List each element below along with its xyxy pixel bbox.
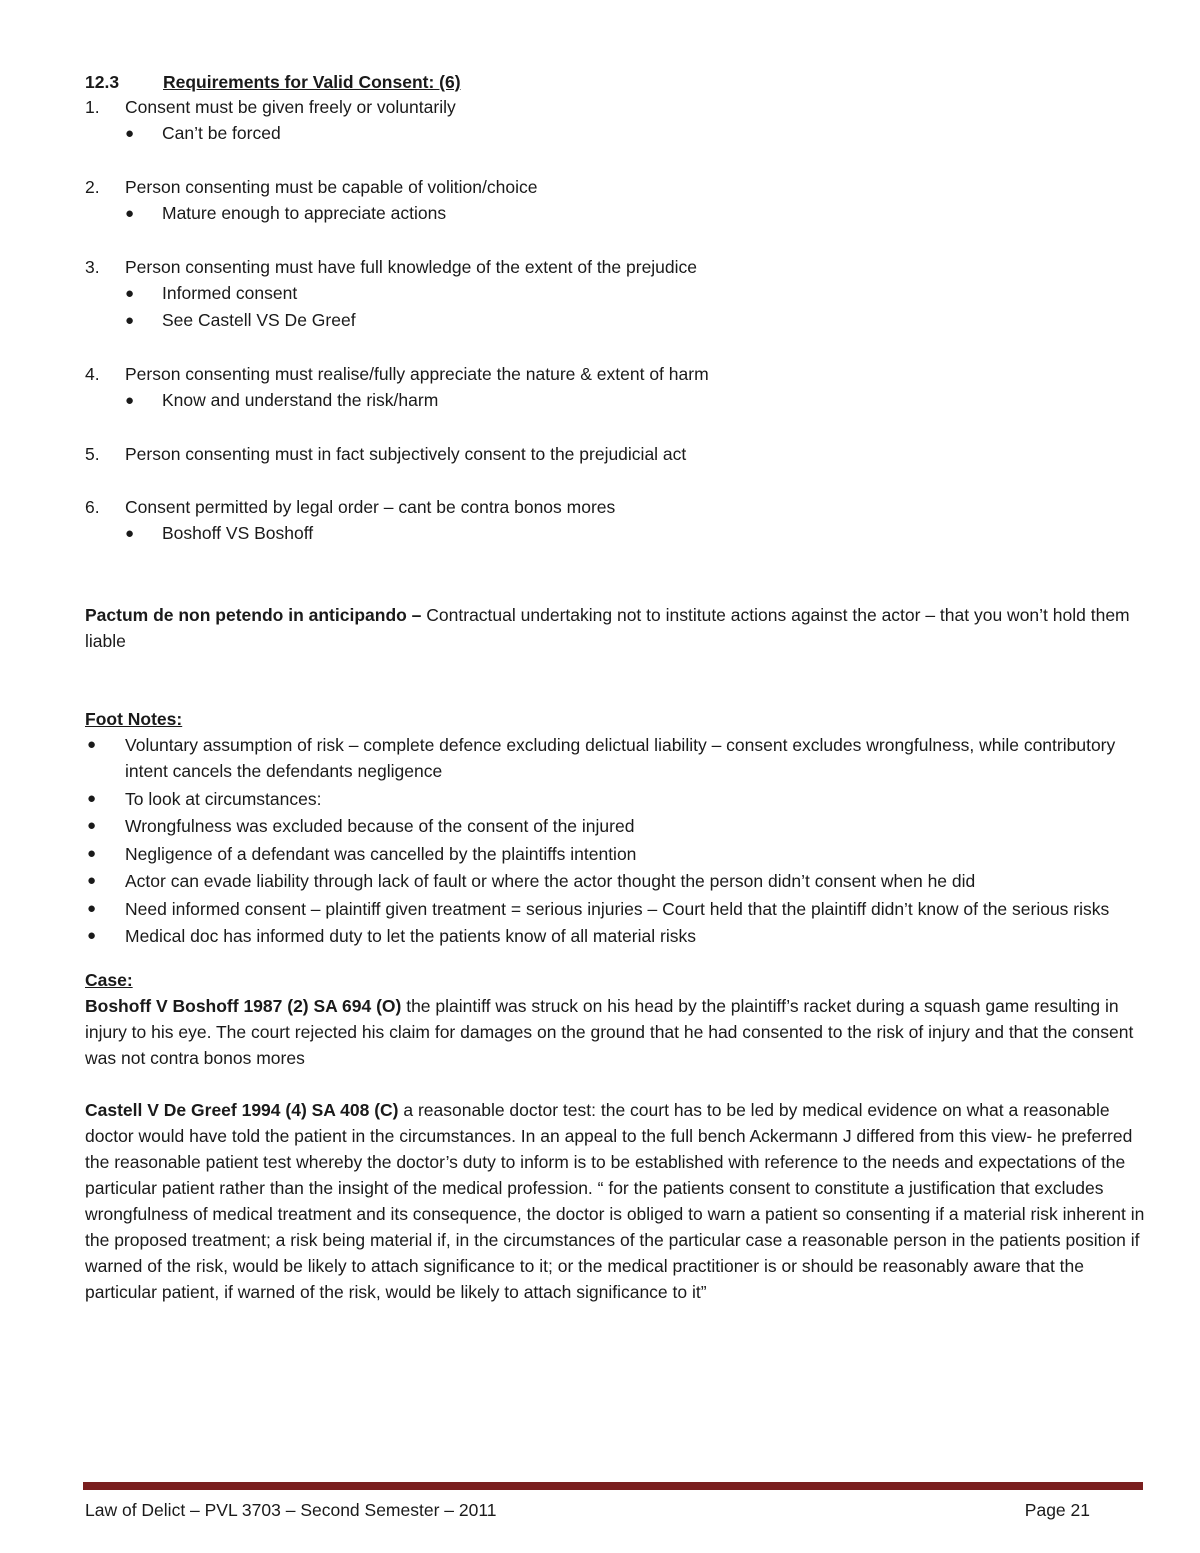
- requirement-number: 4.: [85, 364, 100, 384]
- requirement-text: Person consenting must have full knowledge of the extent of the prejudice: [125, 257, 698, 277]
- requirement-subpoint: [125, 387, 1145, 414]
- bullet-icon: ●: [125, 392, 135, 409]
- footer-course-info: Law of Delict – PVL 3703 – Second Semester – 2011: [85, 1500, 497, 1520]
- bullet-icon: ●: [87, 927, 97, 944]
- section-number: 12.3: [85, 72, 120, 92]
- bullet-icon: ●: [125, 125, 135, 142]
- footnote-item: [85, 732, 1145, 784]
- footnote-text: Negligence of a defendant was cancelled by the plaintiffs intention: [125, 843, 637, 864]
- footnote-item: [85, 923, 1145, 949]
- footnote-item: [85, 813, 1145, 839]
- bullet-icon: ●: [87, 789, 97, 807]
- case-citation: Boshoff V Boshoff 1987 (2) SA 694 (O): [85, 995, 402, 1016]
- requirement-subpoint: [125, 307, 1145, 334]
- pactum-term: Pactum de non petendo in anticipando –: [85, 605, 422, 625]
- subpoint-text: Know and understand the risk/harm: [162, 390, 439, 410]
- requirement-item: [85, 254, 1145, 280]
- requirement-subpoint: [125, 520, 1145, 547]
- bullet-icon: ●: [87, 736, 97, 753]
- requirement-item: [85, 494, 1145, 520]
- document-page: [85, 70, 1145, 1305]
- case-castell: [85, 1097, 1145, 1305]
- requirement-text: Person consenting must be capable of volition/choice: [125, 177, 538, 197]
- requirement-number: 3.: [85, 257, 100, 277]
- footnote-item: [85, 868, 1145, 894]
- bullet-icon: ●: [87, 817, 97, 834]
- requirement-number: 2.: [85, 177, 100, 197]
- footnote-text: Actor can evade liability through lack of fault or where the actor thought the person didn’t consent when he did: [125, 871, 976, 891]
- subpoint-text: Informed consent: [162, 283, 298, 303]
- footnote-item: [85, 841, 1145, 867]
- requirement-text: Consent must be given freely or voluntarily: [125, 97, 456, 117]
- bullet-icon: ●: [87, 899, 97, 917]
- requirement-number: 6.: [85, 497, 100, 517]
- case-boshoff: [85, 993, 1145, 1071]
- footnote-text: To look at circumstances:: [125, 788, 322, 809]
- pactum-paragraph: [85, 602, 1145, 654]
- bullet-icon: ●: [125, 525, 135, 542]
- footnote-text: Medical doc has informed duty to let the patients know of all material risks: [125, 926, 696, 946]
- requirement-item: [85, 361, 1145, 387]
- requirement-subpoint: [125, 200, 1145, 227]
- requirement-number: 1.: [85, 97, 100, 117]
- case-summary: the plaintiff was struck on his head by the plaintiff’s racket during a squash game resulting in injury to his eye. The court rejected his claim for damages on the ground that he had consented to the risk of injury and that the consent was not contra bonos mores: [85, 995, 1134, 1068]
- footnotes-heading: Foot Notes:: [85, 709, 183, 729]
- subpoint-text: See Castell VS De Greef: [162, 310, 356, 330]
- requirement-text: Person consenting must realise/fully appreciate the nature & extent of harm: [125, 364, 709, 384]
- footnote-item: [85, 896, 1145, 922]
- footer-rule: [83, 1482, 1143, 1490]
- requirement-item: [85, 441, 1145, 467]
- section-title: Requirements for Valid Consent: (6): [163, 72, 461, 92]
- pactum-definition: Contractual undertaking not to institute actions against the actor – that you won’t hold them liable: [85, 605, 1130, 651]
- requirement-text: Consent permitted by legal order – cant be contra bonos mores: [125, 497, 616, 517]
- page-number: Page 21: [1024, 1500, 1090, 1520]
- requirement-subpoint: [125, 120, 1145, 147]
- footnote-text: Need informed consent – plaintiff given treatment = serious injuries – Court held that the plaintiff didn’t know of the serious risks: [125, 898, 1110, 919]
- footnote-text: Wrongfulness was excluded because of the consent of the injured: [125, 816, 635, 836]
- case-summary: a reasonable doctor test: the court has to be led by medical evidence on what a reasonable doctor would have told the patient in the circumstances. In an appeal to the full bench Ackermann J differed from this view- he preferred the reasonable patient test whereby the doctor’s duty to inform is to be established with reference to the needs and expectations of the particular patient rather than the insight of the medical profession. “ for the patients consent to constitute a justification that excludes wrongfulness of medical treatment and its consequence, the doctor is obliged to warn a patient so consenting if a material risk inherent in the proposed treatment; a risk being material if, in the circumstances of the particular case a reasonable person in the patients position if warned of the risk, would be likely to attach significance to it; or the medical practitioner is or should be reasonably aware that the particular patient, if warned of the risk, would be likely to attach significance to it”: [85, 1099, 1145, 1302]
- requirement-subpoint: [125, 280, 1145, 307]
- footnote-item: [85, 786, 1145, 812]
- requirement-number: 5.: [85, 444, 100, 464]
- subpoint-text: Can’t be forced: [162, 123, 281, 143]
- bullet-icon: ●: [125, 205, 135, 222]
- bullet-icon: ●: [87, 844, 97, 862]
- bullet-icon: ●: [125, 285, 135, 302]
- cases-heading: Case:: [85, 969, 133, 990]
- requirement-item: [85, 94, 1145, 120]
- bullet-icon: ●: [87, 872, 97, 889]
- requirement-item: [85, 174, 1145, 200]
- subpoint-text: Boshoff VS Boshoff: [162, 523, 314, 543]
- footnote-text: Voluntary assumption of risk – complete defence excluding delictual liability – consent excludes wrongfulness, while contributory intent cancels the defendants negligence: [125, 735, 1116, 781]
- subpoint-text: Mature enough to appreciate actions: [162, 203, 447, 223]
- bullet-icon: ●: [125, 312, 135, 329]
- section-heading: [85, 70, 1145, 94]
- case-citation: Castell V De Greef 1994 (4) SA 408 (C): [85, 1099, 399, 1120]
- requirement-text: Person consenting must in fact subjectively consent to the prejudicial act: [125, 444, 687, 464]
